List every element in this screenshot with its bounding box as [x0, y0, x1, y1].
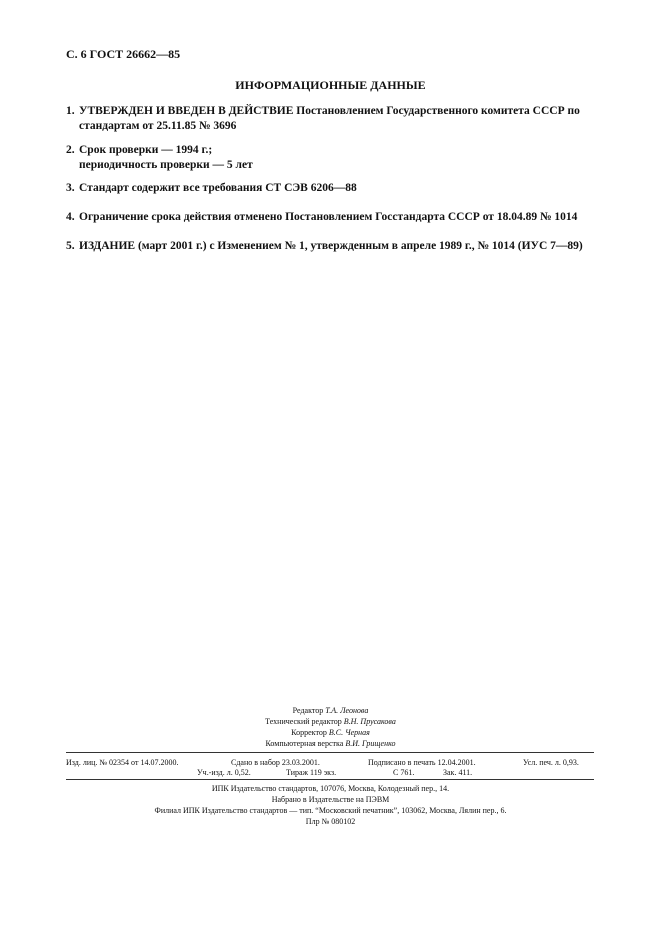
code: С 761.: [393, 768, 415, 777]
item-line: периодичность проверки — 5 лет: [79, 159, 253, 171]
info-item-4: [66, 210, 606, 225]
credit-role: Технический редактор: [265, 717, 342, 726]
sent-date: Сдано в набор 23.03.2001.: [231, 758, 320, 767]
printing-block: [0, 783, 661, 827]
printing-line: Набрано в Издательстве на ПЭВМ: [271, 795, 390, 804]
item-number: 5.: [66, 240, 75, 252]
info-item-5: [66, 239, 606, 254]
credit-role: Корректор: [291, 728, 327, 737]
item-line: УТВЕРЖДЕН И ВВЕДЕН В ДЕЙСТВИЕ Постановлением Государственного комитета СССР по: [79, 105, 580, 117]
credit-role: Компьютерная верстка: [265, 739, 344, 748]
credit-name: В.Н. Прусакова: [343, 717, 396, 726]
section-title: ИНФОРМАЦИОННЫЕ ДАННЫЕ: [235, 78, 426, 92]
divider: [66, 779, 594, 780]
credit-role: Редактор: [292, 706, 324, 715]
credit-line: [0, 705, 661, 716]
credit-name: Т.А. Леонова: [325, 706, 369, 715]
item-number: 2.: [66, 144, 75, 156]
credit-line: [0, 716, 661, 727]
order-number: Зак. 411.: [443, 768, 473, 777]
info-item-2: [66, 143, 606, 173]
item-line: Стандарт содержит все требования СТ СЭВ 6206—88: [79, 182, 357, 194]
item-number: 1.: [66, 105, 75, 117]
item-number: 3.: [66, 182, 75, 194]
license-info: Изд. лиц. № 02354 от 14.07.2000.: [66, 758, 179, 767]
info-item-1: [66, 104, 606, 134]
item-number: 4.: [66, 211, 75, 223]
credit-name: В.И. Грищенко: [345, 739, 396, 748]
printing-line: Плр № 080102: [305, 817, 356, 826]
credit-name: В.С. Черная: [328, 728, 370, 737]
divider: [66, 752, 594, 753]
print-run: Тираж 119 экз.: [286, 768, 337, 777]
item-line: ИЗДАНИЕ (март 2001 г.) с Изменением № 1, утвержденным в апреле 1989 г., № 1014 (ИУС 7—89): [79, 240, 583, 252]
item-line: Ограничение срока действия отменено Постановлением Госстандарта СССР от 18.04.89 № 1014: [79, 211, 578, 223]
signed-date: Подписано в печать 12.04.2001.: [368, 758, 476, 767]
item-line: Срок проверки — 1994 г.;: [79, 144, 213, 156]
credit-line: [0, 727, 661, 738]
page-header: С. 6 ГОСТ 26662—85: [66, 47, 181, 61]
credit-line: [0, 738, 661, 749]
printing-line: ИПК Издательство стандартов, 107076, Москва, Колодезный пер., 14.: [211, 784, 450, 793]
printing-line: Филиал ИПК Издательство стандартов — тип. “Московский печатник”, 103062, Москва, Лялин пер., 6.: [154, 806, 507, 815]
pub-sheets: Уч.-изд. л. 0,52.: [197, 768, 251, 777]
info-item-3: [66, 181, 606, 196]
credits-block: [0, 705, 661, 749]
item-line: стандартам от 25.11.85 № 3696: [79, 120, 237, 132]
print-sheets: Усл. печ. л. 0,93.: [523, 758, 579, 767]
